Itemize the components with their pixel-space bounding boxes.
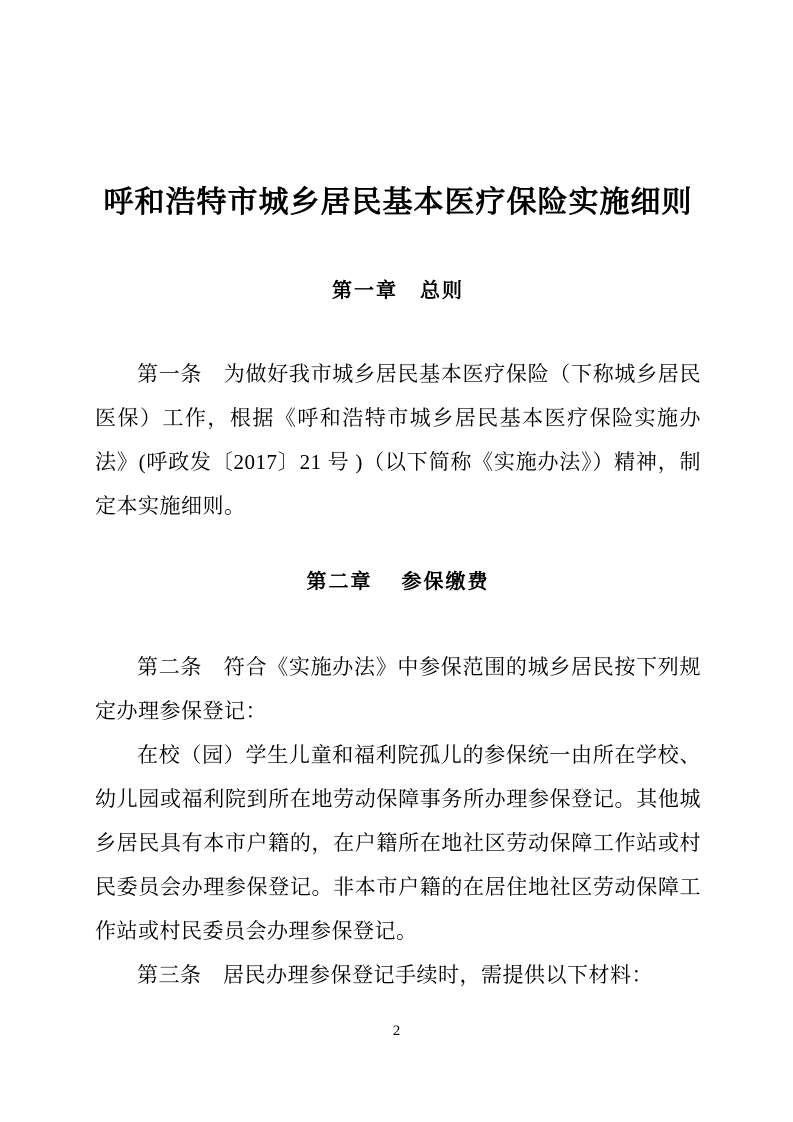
- paragraph-article-3: 第三条 居民办理参保登记手续时，需提供以下材料：: [137, 963, 653, 987]
- document-title: 呼和浩特市城乡居民基本医疗保险实施细则: [103, 186, 693, 219]
- chapter-2-heading: 第二章 参保缴费: [306, 571, 490, 593]
- document-content: [95, 0, 701, 997]
- chapter-1-heading: 第一章 总则: [332, 280, 464, 302]
- paragraph-enrollment-detail: 在校（园）学生儿童和福利院孤儿的参保统一由所在学校、幼儿园或福利院到所在地劳动保障事务所办理参保登记。其他城乡居民具有本市户籍的，在户籍所在地社区劳动保障工作站或村民委员会办理参保登记。非本市户籍的在居住地社区劳动保障工作站或村民委员会办理参保登记。: [95, 743, 701, 943]
- paragraph-article-1: 第一条 为做好我市城乡居民基本医疗保险（下称城乡居民医保）工作，根据《呼和浩特市城乡居民基本医疗保险实施办法》(呼政发〔2017〕21 号 )（以下简称《实施办法》）精神，制定本实施细则。: [95, 362, 701, 518]
- paragraph-article-2: 第二条 符合《实施办法》中参保范围的城乡居民按下列规定办理参保登记：: [95, 655, 701, 723]
- page-number: 2: [392, 1023, 401, 1039]
